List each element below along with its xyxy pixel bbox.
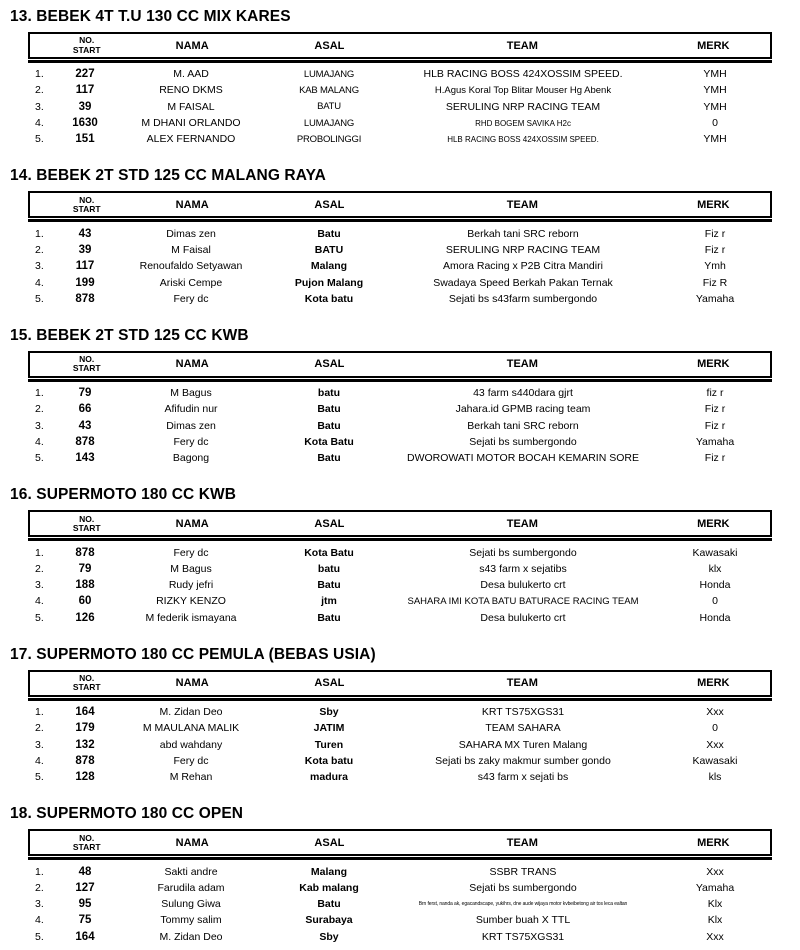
col-header-team: TEAM	[506, 198, 538, 211]
row-number: 5.	[35, 133, 44, 146]
results-table	[28, 829, 772, 944]
section-title: 16. SUPERMOTO 180 CC KWB	[10, 486, 237, 504]
rider-origin: batu	[317, 387, 341, 400]
rider-origin: Batu	[317, 611, 341, 624]
row-number: 2.	[35, 84, 44, 97]
row-number: 1.	[35, 227, 44, 240]
rider-origin: Kab malang	[299, 881, 359, 894]
bike-brand: Xxx	[706, 738, 724, 751]
bike-brand: Yamaha	[695, 436, 735, 448]
rider-team: RHD BOGEM SAVIKA H2c	[475, 118, 571, 128]
race-section-15	[0, 327, 800, 466]
table-row	[28, 544, 772, 560]
col-header-asal: ASAL	[314, 39, 345, 52]
start-number: 128	[75, 771, 95, 784]
row-number: 1.	[35, 546, 44, 559]
start-number: 878	[75, 292, 95, 305]
race-section-18	[0, 805, 800, 944]
start-number: 60	[78, 595, 92, 608]
rider-name: Rudy jefri	[168, 579, 214, 592]
start-number: 188	[75, 579, 95, 592]
table-body	[28, 703, 772, 785]
start-number: 117	[75, 84, 95, 97]
rider-name: M. AAD	[173, 68, 209, 81]
row-number: 2.	[35, 722, 44, 735]
col-header-team: TEAM	[506, 358, 538, 371]
race-section-14	[0, 167, 800, 306]
results-table	[28, 351, 772, 466]
rider-name: M Rehan	[169, 771, 213, 784]
rider-team: SERULING NRP RACING TEAM	[445, 100, 601, 113]
bike-brand: Klx	[707, 898, 723, 911]
bike-brand: Fiz r	[704, 403, 726, 416]
rider-name: abd wahdany	[159, 738, 223, 751]
rider-name: M. Zidan Deo	[159, 930, 223, 943]
col-header-no-start-line1: NO.	[79, 514, 95, 524]
bike-brand: Fiz R	[702, 276, 728, 289]
rider-name: Dimas zen	[166, 419, 216, 432]
col-header-nama: NAMA	[175, 358, 209, 371]
rider-name: Sulung Giwa	[161, 898, 221, 911]
rider-team: HLB RACING BOSS 424XOSSIM SPEED.	[423, 68, 623, 81]
col-header-no-start-line2: START	[72, 363, 101, 374]
table-row	[28, 434, 772, 450]
row-number: 2.	[35, 243, 44, 256]
col-header-team: TEAM	[506, 39, 538, 52]
rider-team: Brn ferst, nanda ak, egacandscape, yukihrs, dne aude wijaya motor kvbeibetong air tos leca ealtan	[418, 901, 628, 908]
start-number: 79	[78, 387, 92, 400]
table-row	[28, 385, 772, 401]
row-number: 5.	[35, 611, 44, 624]
col-header-team: TEAM	[506, 517, 538, 530]
rider-team: KRT TS75XGS31	[481, 930, 565, 943]
bike-brand: YMH	[703, 133, 727, 146]
col-header-no-start-line2: START	[72, 203, 101, 214]
table-row	[28, 720, 772, 736]
col-header-no-start-line2: START	[72, 682, 101, 693]
bike-brand: YMH	[703, 84, 727, 97]
bike-brand: Klx	[707, 914, 723, 927]
section-title: 13. BEBEK 4T T.U 130 CC MIX KARES	[10, 8, 291, 25]
table-row	[28, 401, 772, 417]
table-row	[28, 66, 772, 82]
table-row	[28, 82, 772, 98]
row-number: 5.	[35, 452, 44, 465]
rider-origin: Malang	[310, 865, 348, 878]
col-header-asal: ASAL	[314, 517, 345, 530]
table-header-row	[28, 510, 772, 537]
table-header-row	[28, 829, 772, 856]
table-row	[28, 753, 772, 769]
col-header-nama: NAMA	[175, 39, 209, 52]
rider-origin: Malang	[310, 260, 348, 273]
row-number: 4.	[35, 117, 44, 130]
col-header-asal: ASAL	[314, 836, 345, 849]
table-row	[28, 291, 772, 307]
rider-team: DWOROWATI MOTOR BOCAH KEMARIN SORE	[407, 452, 639, 465]
row-number: 4.	[35, 914, 44, 927]
rider-name: M federik ismayana	[145, 611, 237, 624]
rider-origin: madura	[310, 771, 348, 784]
table-row	[28, 242, 772, 258]
rider-name: Dimas zen	[166, 227, 216, 240]
row-number: 5.	[35, 292, 44, 305]
table-row	[28, 610, 772, 626]
col-header-asal: ASAL	[314, 677, 345, 690]
rider-name: Fery dc	[173, 436, 209, 448]
rider-name: Farudila adam	[157, 881, 225, 894]
rider-origin: Kota batu	[304, 292, 354, 305]
col-header-merk: MERK	[697, 836, 730, 849]
rider-origin: batu	[317, 562, 341, 575]
rider-team: Sejati bs sumbergondo	[469, 546, 577, 559]
start-number: 164	[75, 930, 95, 943]
rider-team: Swadaya Speed Berkah Pakan Ternak	[433, 276, 613, 289]
bike-brand: fiz r	[706, 387, 724, 400]
col-header-merk: MERK	[697, 39, 730, 52]
col-header-no-start-line1: NO.	[79, 36, 95, 46]
bike-brand: Xxx	[706, 865, 724, 878]
rider-name: Afifudin nur	[164, 403, 218, 416]
col-header-no-start-line2: START	[72, 841, 101, 852]
section-title: 15. BEBEK 2T STD 125 CC KWB	[10, 326, 249, 344]
table-row	[28, 737, 772, 753]
row-number: 3.	[35, 898, 44, 911]
start-number: 179	[75, 722, 95, 735]
rider-origin: JATIM	[313, 722, 345, 735]
col-header-nama: NAMA	[175, 517, 209, 530]
rider-name: Fery dc	[173, 754, 209, 767]
col-header-nama: NAMA	[175, 198, 209, 211]
row-number: 4.	[35, 754, 44, 767]
rider-team: s43 farm x sejatibs	[479, 562, 567, 575]
rider-origin: Kota batu	[304, 754, 354, 767]
section-title: 14. BEBEK 2T STD 125 CC MALANG RAYA	[10, 167, 326, 185]
bike-brand: Kawasaki	[692, 754, 738, 767]
rider-team: Sejati bs s43farm sumbergondo	[448, 292, 598, 305]
race-section-13	[0, 8, 800, 147]
bike-brand: Fiz r	[704, 419, 726, 432]
table-row	[28, 593, 772, 609]
start-number: 878	[75, 754, 95, 767]
row-number: 2.	[35, 881, 44, 894]
start-number: 39	[78, 243, 92, 256]
table-header-row	[28, 670, 772, 697]
rider-origin: Pujon Malang	[294, 276, 364, 289]
row-number: 1.	[35, 68, 44, 81]
table-row	[28, 704, 772, 720]
row-number: 4.	[35, 276, 44, 289]
rider-origin: Batu	[317, 403, 341, 416]
table-row	[28, 880, 772, 896]
rider-team: Amora Racing x P2B Citra Mandiri	[443, 260, 603, 273]
rider-origin: Surabaya	[305, 914, 353, 927]
bike-brand: 0	[712, 595, 718, 608]
rider-name: Renoufaldo Setyawan	[139, 260, 243, 273]
rider-origin: Batu	[317, 898, 341, 911]
start-number: 43	[78, 227, 92, 240]
col-header-no-start	[60, 834, 114, 853]
rider-team: H.Agus Koral Top Blitar Mouser Hg Abenk	[434, 84, 612, 96]
start-number: 143	[75, 452, 95, 465]
start-number: 164	[75, 706, 95, 719]
row-number: 1.	[35, 865, 44, 878]
bike-brand: Honda	[699, 579, 731, 592]
rider-team: SERULING NRP RACING TEAM	[445, 243, 601, 256]
row-number: 3.	[35, 579, 44, 592]
rider-origin: BATU	[314, 243, 344, 256]
table-row	[28, 274, 772, 290]
rider-origin: Turen	[314, 738, 344, 751]
row-number: 2.	[35, 403, 44, 416]
col-header-merk: MERK	[697, 358, 730, 371]
rider-name: M Faisal	[171, 243, 211, 256]
start-number: 117	[75, 260, 95, 273]
start-number: 79	[78, 562, 92, 575]
bike-brand: kls	[708, 771, 722, 784]
row-number: 3.	[35, 260, 44, 273]
table-body	[28, 384, 772, 466]
table-row	[28, 561, 772, 577]
rider-name: M FAISAL	[167, 100, 215, 113]
table-header-row	[28, 32, 772, 59]
col-header-merk: MERK	[697, 517, 730, 530]
rider-name: Fery dc	[173, 292, 209, 305]
col-header-merk: MERK	[697, 198, 730, 211]
rider-name: ALEX FERNANDO	[146, 133, 236, 146]
rider-team: Jahara.id GPMB racing team	[455, 403, 591, 416]
bike-brand: YMH	[703, 100, 727, 113]
start-number: 878	[75, 436, 95, 448]
bike-brand: klx	[708, 562, 722, 575]
table-row	[28, 131, 772, 147]
start-number: 95	[78, 898, 92, 911]
rider-team: Sumber buah X TTL	[475, 914, 571, 927]
table-row	[28, 912, 772, 928]
rider-team: 43 farm s440dara gjrt	[473, 387, 573, 400]
rider-origin: LUMAJANG	[303, 68, 355, 80]
rider-origin: Batu	[317, 227, 341, 240]
table-row	[28, 115, 772, 131]
start-number: 132	[75, 738, 95, 751]
rider-origin: Sby	[319, 930, 339, 943]
rider-name: Tommy salim	[160, 914, 222, 927]
row-number: 3.	[35, 100, 44, 113]
start-number: 66	[78, 403, 92, 416]
rider-team: Sejati bs sumbergondo	[469, 881, 577, 894]
table-row	[28, 577, 772, 593]
rider-team: SAHARA IMI KOTA BATU BATURACE RACING TEAM	[407, 595, 639, 607]
rider-name: M Bagus	[170, 562, 212, 575]
results-table	[28, 191, 772, 306]
results-table	[28, 510, 772, 625]
col-header-no-start	[60, 355, 114, 374]
row-number: 5.	[35, 771, 44, 784]
col-header-nama: NAMA	[175, 677, 209, 690]
rider-origin: jtm	[321, 595, 337, 608]
col-header-no-start-line1: NO.	[79, 355, 95, 365]
rider-team: Sejati bs sumbergondo	[469, 436, 577, 448]
table-body	[28, 65, 772, 147]
table-body	[28, 862, 772, 944]
col-header-no-start	[60, 674, 114, 693]
bike-brand: Yamaha	[695, 881, 735, 894]
start-number: 48	[78, 865, 92, 878]
col-header-team: TEAM	[506, 677, 538, 690]
rider-origin: KAB MALANG	[299, 84, 359, 96]
table-row	[28, 863, 772, 879]
row-number: 1.	[35, 706, 44, 719]
table-row	[28, 929, 772, 945]
col-header-nama: NAMA	[175, 836, 209, 849]
table-row	[28, 258, 772, 274]
row-number: 3.	[35, 738, 44, 751]
rider-name: M DHANI ORLANDO	[141, 117, 241, 130]
rider-team: KRT TS75XGS31	[481, 706, 565, 719]
row-number: 4.	[35, 595, 44, 608]
table-row	[28, 450, 772, 466]
table-row	[28, 418, 772, 434]
bike-brand: Fiz r	[704, 243, 726, 256]
col-header-no-start-line1: NO.	[79, 833, 95, 843]
bike-brand: 0	[712, 117, 718, 130]
col-header-merk: MERK	[697, 677, 730, 690]
rider-origin: BATU	[317, 101, 341, 113]
col-header-no-start-line2: START	[72, 44, 101, 55]
start-number: 127	[75, 881, 95, 894]
row-number: 4.	[35, 436, 44, 448]
col-header-no-start-line1: NO.	[79, 674, 95, 684]
row-number: 1.	[35, 387, 44, 400]
rider-team: SSBR TRANS	[489, 865, 557, 878]
results-table	[28, 670, 772, 785]
row-number: 2.	[35, 562, 44, 575]
col-header-no-start	[60, 196, 114, 215]
row-number: 3.	[35, 419, 44, 432]
row-number: 5.	[35, 930, 44, 943]
start-number: 878	[75, 546, 95, 559]
start-number: 151	[75, 133, 95, 146]
col-header-asal: ASAL	[314, 358, 345, 371]
results-table	[28, 32, 772, 147]
bike-brand: Yamaha	[695, 292, 735, 305]
col-header-no-start	[60, 515, 114, 534]
table-body	[28, 224, 772, 306]
bike-brand: Ymh	[704, 260, 726, 273]
start-number: 75	[78, 914, 92, 927]
rider-name: Bagong	[172, 452, 210, 465]
section-title: 17. SUPERMOTO 180 CC PEMULA (BEBAS USIA)	[10, 645, 376, 663]
rider-team: Berkah tani SRC reborn	[467, 419, 579, 432]
rider-origin: LUMAJANG	[303, 117, 355, 129]
rider-name: Fery dc	[173, 546, 209, 559]
table-body	[28, 543, 772, 625]
rider-name: RENO DKMS	[159, 84, 223, 97]
col-header-no-start	[60, 36, 114, 55]
table-row	[28, 99, 772, 115]
rider-name: M MAULANA MALIK	[142, 722, 240, 735]
col-header-team: TEAM	[506, 836, 538, 849]
race-section-16	[0, 486, 800, 625]
rider-team: SAHARA MX Turen Malang	[458, 738, 588, 751]
bike-brand: 0	[712, 722, 718, 735]
rider-team: Sejati bs zaky makmur sumber gondo	[435, 754, 611, 767]
table-row	[28, 769, 772, 785]
table-header-row	[28, 191, 772, 218]
table-row	[28, 896, 772, 912]
rider-origin: Kota Batu	[304, 436, 354, 448]
bike-brand: Kawasaki	[692, 546, 738, 559]
start-number: 39	[78, 100, 92, 113]
col-header-asal: ASAL	[314, 198, 345, 211]
rider-name: Sakti andre	[164, 865, 218, 878]
rider-team: TEAM SAHARA	[485, 722, 561, 735]
bike-brand: Fiz r	[704, 227, 726, 240]
rider-name: Ariski Cempe	[159, 276, 223, 289]
rider-team: Desa bulukerto crt	[480, 611, 566, 624]
col-header-no-start-line1: NO.	[79, 195, 95, 205]
rider-origin: PROBOLINGGI	[296, 133, 362, 145]
rider-name: M. Zidan Deo	[159, 706, 223, 719]
start-number: 227	[75, 68, 95, 81]
rider-origin: Kota Batu	[304, 546, 354, 559]
start-number: 126	[75, 611, 95, 624]
rider-origin: Batu	[317, 452, 341, 465]
section-title: 18. SUPERMOTO 180 CC OPEN	[10, 805, 244, 823]
bike-brand: Xxx	[706, 706, 724, 719]
rider-team: Desa bulukerto crt	[480, 579, 566, 592]
col-header-no-start-line2: START	[72, 522, 101, 533]
table-header-row	[28, 351, 772, 378]
rider-name: RIZKY KENZO	[156, 595, 226, 608]
start-number: 43	[78, 419, 92, 432]
rider-team: Berkah tani SRC reborn	[467, 227, 579, 240]
race-section-17	[0, 646, 800, 785]
rider-team: s43 farm x sejati bs	[477, 771, 569, 784]
start-number: 1630	[72, 117, 98, 130]
bike-brand: Honda	[699, 611, 731, 624]
start-number: 199	[75, 276, 95, 289]
bike-brand: YMH	[703, 68, 727, 81]
rider-name: M Bagus	[170, 387, 212, 400]
bike-brand: Fiz r	[704, 452, 726, 465]
bike-brand: Xxx	[706, 930, 724, 943]
rider-origin: Sby	[319, 706, 339, 719]
rider-origin: Batu	[317, 579, 341, 592]
rider-team: HLB RACING BOSS 424XOSSIM SPEED.	[447, 134, 599, 144]
rider-origin: Batu	[317, 419, 341, 432]
table-row	[28, 225, 772, 241]
